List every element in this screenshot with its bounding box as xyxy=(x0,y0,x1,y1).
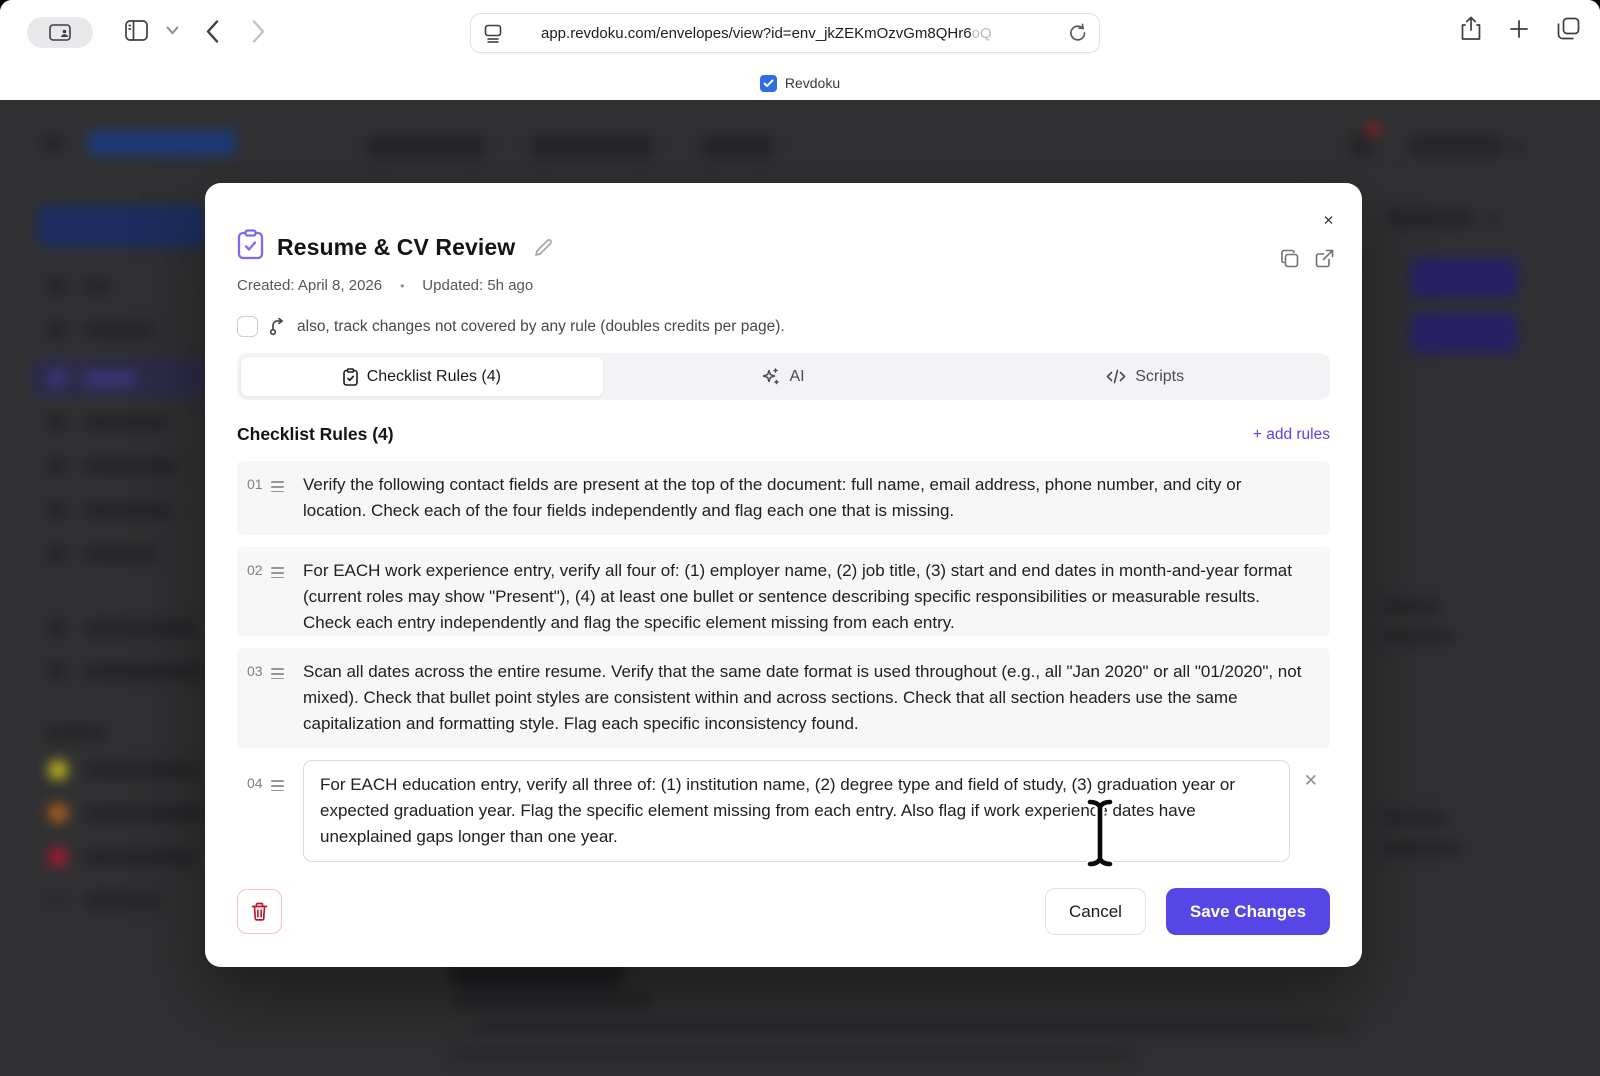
add-rules-link[interactable]: + add rules xyxy=(1252,425,1330,443)
blurred-chevron xyxy=(1512,142,1526,151)
clipboard-icon xyxy=(343,368,358,386)
blurred-logo xyxy=(88,130,236,156)
back-button[interactable] xyxy=(206,20,219,43)
url-bar[interactable] xyxy=(470,13,1100,53)
tablet-user-icon xyxy=(49,24,71,41)
clipboard-check-icon xyxy=(237,229,264,265)
blurred-nav-item xyxy=(702,136,772,157)
blurred-action-button xyxy=(1410,313,1518,353)
rule-number: 01 xyxy=(247,476,263,492)
trash-icon xyxy=(251,902,268,921)
rule-text[interactable]: Verify the following contact fields are present at the top of the document: full name, email address, phone number, and city or location. Check each of the four fields independently and flag each one that is missing. xyxy=(303,475,1242,520)
tab-label: Scripts xyxy=(1135,367,1185,385)
open-external-icon[interactable] xyxy=(1315,249,1334,268)
modal-title: Resume & CV Review xyxy=(277,233,516,260)
save-changes-button[interactable]: Save Changes xyxy=(1166,888,1330,935)
toolbar-right xyxy=(1461,16,1580,41)
share-icon[interactable] xyxy=(1461,16,1481,41)
copy-icon[interactable] xyxy=(1280,249,1299,268)
blurred-nav-item xyxy=(532,136,652,157)
rule-editor-modal xyxy=(205,183,1362,967)
url-text: app.revdoku.com/envelopes/view?id=env_jkZEKmOzvGm8QHr6oQ xyxy=(541,24,992,42)
edit-pencil-icon[interactable] xyxy=(534,238,553,257)
sidebar-toggle-icon[interactable] xyxy=(125,20,148,41)
profile-pill-button[interactable] xyxy=(27,17,93,48)
browser-toolbar xyxy=(0,0,1600,66)
rule-number: 02 xyxy=(247,562,263,578)
created-label: Created: April 8, 2026 xyxy=(237,277,383,294)
rules-section-title: Checklist Rules (4) xyxy=(237,424,394,444)
reload-icon[interactable] xyxy=(1069,23,1087,43)
tab-label: AI xyxy=(789,367,805,385)
blurred-menu-icon xyxy=(44,134,62,152)
tab-strip xyxy=(0,66,1600,100)
delete-button[interactable] xyxy=(237,889,282,934)
blurred-label-dot-red xyxy=(48,847,68,867)
rule-number: 03 xyxy=(247,663,263,679)
remove-rule-icon[interactable]: ✕ xyxy=(1300,768,1322,793)
updated-label: Updated: 5h ago xyxy=(422,277,534,294)
rule-text[interactable]: Scan all dates across the entire resume. Verify that the same date format is used throughout (e.g., all "Jan 2020" or all "01/2020", not mixed). Check that bullet point styles are consistent within and across sections. Check that all section headers use the same capitalization and formatting style. Flag each specific inconsistency found. xyxy=(303,662,1302,733)
tab-favicon-icon xyxy=(760,75,777,92)
blurred-label-dot-orange xyxy=(48,803,68,823)
drag-handle-icon[interactable] xyxy=(271,476,284,492)
blurred-nav-item xyxy=(368,136,484,157)
track-changes-checkbox[interactable] xyxy=(237,316,258,337)
blurred-account-menu xyxy=(1408,136,1504,156)
tab-scripts[interactable] xyxy=(964,357,1326,396)
browser-tab-label[interactable]: Revdoku xyxy=(784,75,841,91)
tab-label: Checklist Rules (4) xyxy=(366,367,501,385)
code-icon xyxy=(1106,369,1126,384)
cancel-button[interactable]: Cancel xyxy=(1045,888,1146,935)
rule-number: 04 xyxy=(247,775,263,791)
modal-header xyxy=(237,229,1330,265)
drag-handle-icon[interactable] xyxy=(271,663,284,679)
blurred-notification-badge xyxy=(1366,122,1381,137)
tab-checklist-rules[interactable] xyxy=(241,357,603,396)
rule-row xyxy=(237,461,1330,535)
page-settings-icon[interactable] xyxy=(483,24,503,43)
blurred-labels-heading xyxy=(45,726,107,740)
track-changes-row xyxy=(237,316,1330,337)
track-changes-icon xyxy=(269,317,286,336)
track-changes-label: also, track changes not covered by any rule (doubles credits per page). xyxy=(297,317,785,335)
separator-dot: • xyxy=(400,278,405,293)
rule-row xyxy=(237,648,1330,748)
modal-meta xyxy=(237,277,1330,294)
modal-actions xyxy=(1280,249,1334,268)
tab-ai[interactable] xyxy=(603,357,965,396)
new-tab-icon[interactable] xyxy=(1509,19,1529,39)
rule-text[interactable]: For EACH work experience entry, verify all four of: (1) employer name, (2) job title, (3) start and end dates in month-and-year format (current roles may show "Present"), (4) at least one bullet or sentence describing specific responsibilities or measurable results. Check each entry independently and flag the specific element missing from each entry. xyxy=(303,561,1292,632)
blurred-primary-button xyxy=(37,205,205,247)
tab-overview-icon[interactable] xyxy=(1557,17,1580,40)
rules-list xyxy=(237,461,1330,874)
blurred-label-dot-yellow xyxy=(48,760,68,780)
rule-row-editing xyxy=(237,760,1330,862)
rule-text-editor[interactable]: For EACH education entry, verify all three of: (1) institution name, (2) degree type and field of study, (3) graduation year or expected graduation year. Flag the specific element missing from each entry. Also flag if work experience dates have unexplained gaps longer than one year. xyxy=(303,760,1290,862)
drag-handle-icon[interactable] xyxy=(271,562,284,578)
blurred-action-button xyxy=(1410,258,1518,298)
close-icon[interactable]: ✕ xyxy=(1319,209,1338,233)
url-text-faded: oQ xyxy=(971,24,992,42)
modal-tabbar xyxy=(237,353,1330,400)
browser-chrome xyxy=(0,0,1600,100)
drag-handle-icon[interactable] xyxy=(271,775,284,791)
sparkles-icon xyxy=(762,368,780,386)
rules-section-header xyxy=(237,424,1330,445)
modal-footer xyxy=(237,888,1330,935)
rule-row xyxy=(237,547,1330,636)
chevron-down-icon[interactable] xyxy=(166,26,179,35)
forward-button[interactable] xyxy=(252,20,265,43)
